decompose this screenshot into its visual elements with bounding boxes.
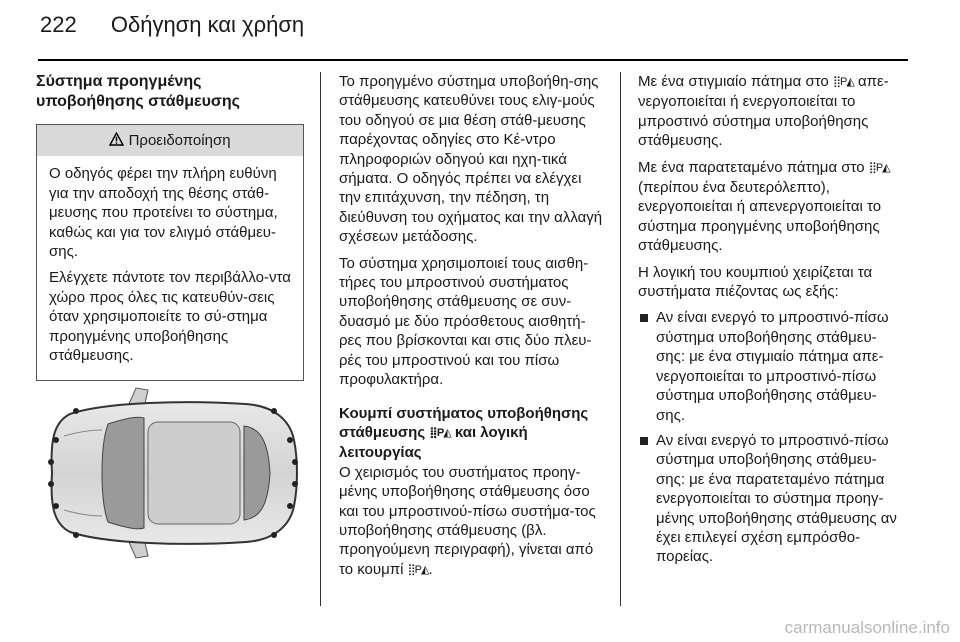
paragraph: Το σύστημα χρησιμοποιεί τους αισθη-τήρες του μπροστινού συστήματος υποβοήθησης στάθμευσης σε συν-δυασμό με δύο πρόσθετους αισθητή-ρες που βρίσκονται και στις δύο πλευ-ρές του μπροστινού και του πίσω προφυλακτήρα. <box>339 254 592 389</box>
car-sensor-illustration <box>36 340 304 606</box>
list-item: Αν είναι ενεργό το μπροστινό-πίσω σύστημα υποβοήθησης στάθμευ-σης: με ένα στιγμιαίο πάτημα απε-νεργοποιείται το μπροστινό-πίσω σύστημα υποβοήθησης στάθμευ-σης. <box>638 308 904 424</box>
column-1 <box>36 72 304 381</box>
parking-assist-icon: ⣿P◭ <box>832 76 854 88</box>
page-header <box>40 12 304 38</box>
column-3 <box>638 72 904 573</box>
column-divider <box>320 72 321 606</box>
parking-assist-icon: ⣿P◭ <box>868 161 890 174</box>
warning-title: Προειδοποίηση <box>128 132 231 149</box>
warning-header <box>37 125 303 156</box>
paragraph: Ο χειρισμός του συστήματος προηγ-μένης υποβοήθησης στάθμευσης όσο και του μπροστινού-πίσω συστήμα-τος υποβοήθησης στάθμευσης (βλ. προηγούμενη περιγραφή), γίνεται από το κουμπί ⣿P◭. <box>339 463 596 578</box>
section-heading: Σύστημα προηγμένης υποβοήθησης στάθμευσης <box>36 73 240 110</box>
section-title: Οδήγηση και χρήση <box>110 12 305 37</box>
warning-text-1: Ο οδηγός φέρει την πλήρη ευθύνη για την αποδοχή της θέσης στάθ-μευσης που προτείνει το σύστημα, καθώς και για τον ελιγμό στάθμευ-σης. <box>49 165 278 261</box>
paragraph: Το προηγμένο σύστημα υποβοήθη-σης στάθμευσης κατευθύνει τους ελιγ-μούς του οδηγού σε μια θέση στάθ-μευσης παρέχοντας οδηγίες στο Κέ-ντρο πληροφοριών οδηγού και ηχη-τικά σήματα. Ο οδηγός πρέπει να ελέγχει την επιτάχυνση, την πέδηση, τη διεύθυνση του οχήματος και την αλλαγή σχέσεων μετάδοσης. <box>339 73 603 246</box>
car-top-view-image <box>36 340 304 606</box>
warning-triangle-icon <box>109 132 124 146</box>
bullet-square-icon <box>640 314 648 322</box>
paragraph: Με ένα στιγμιαίο πάτημα στο ⣿P◭ απε-νεργοποιείται ή ενεργοποιείται το μπροστινό σύστημα υποβοήθησης στάθμευσης. <box>638 73 889 150</box>
warning-text-2: Ελέγχετε πάντοτε τον περιβάλλο-ντα χώρο προς όλες τις κατευθύν-σεις όταν χρησιμοποιείτε το σύ-στημα προηγμένης υποβοήθησης στάθμευσης. <box>49 269 291 365</box>
bullet-square-icon <box>640 437 648 445</box>
parking-assist-icon: ⣿P◭ <box>429 426 451 439</box>
page-number: 222 <box>40 12 77 37</box>
subsection-heading: Κουμπί συστήματος υποβοήθησης στάθμευσης ⣿P◭ και λογική λειτουργίας <box>339 404 589 462</box>
column-2 <box>339 72 605 587</box>
parking-assist-icon: ⣿P◭ <box>407 563 429 576</box>
header-rule <box>38 59 908 61</box>
paragraph: Με ένα παρατεταμένο πάτημα στο ⣿P◭ (περίπου ένα δευτερόλεπτο), ενεργοποιείται ή απενεργοποιείται το σύστημα προηγμένης υποβοήθησης στάθμευσης. <box>638 158 890 255</box>
paragraph: Η λογική του κουμπιού χειρίζεται τα συστήματα πιέζοντας ως εξής: <box>638 263 873 301</box>
column-divider <box>620 72 621 606</box>
watermark: carmanualsonline.info <box>784 618 950 637</box>
list-item: Αν είναι ενεργό το μπροστινό-πίσω σύστημα υποβοήθησης στάθμευ-σης: με ένα παρατεταμένο πάτημα ενεργοποιείται το σύστημα προηγ-μένης υποβοήθησης στάθμευσης αν έχει επιλεγεί σχέση εμπρόσθο-πορείας. <box>638 431 904 567</box>
